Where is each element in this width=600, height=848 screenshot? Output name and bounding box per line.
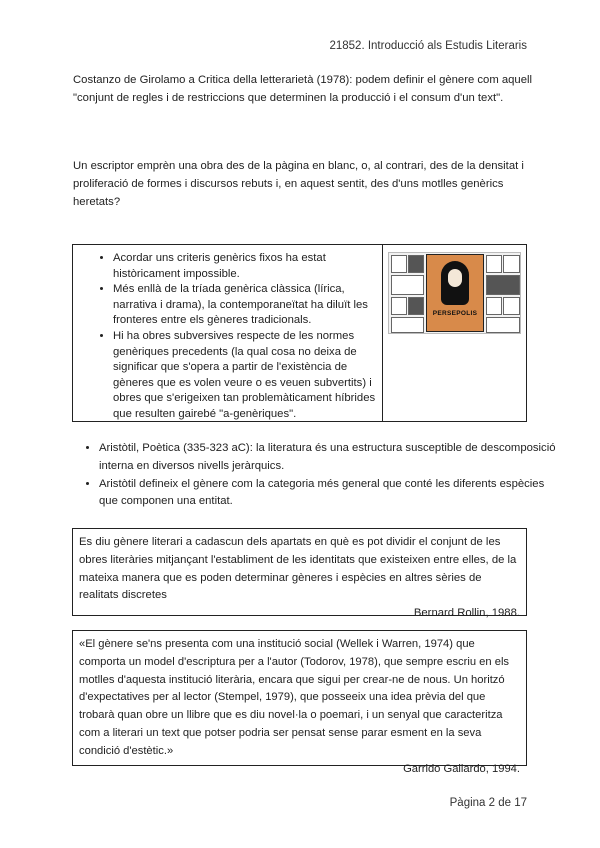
list-item: • Hi ha obres subversives respecte de les normes genèriques precedents (la qual cosa no deixa de significar que s'opera a partir de l'existència de gèneres que es volen veure o es veuen subvertits) i obres que s'erigeixen tan problemàticament híbrides que resulten gairebé "a-genèriques". [113,329,376,423]
list-item: • Aristòtil defineix el gènere com la categoria més general que conté les diferents espècies que componen una entitat. [99,476,559,512]
paragraph-question: Un escriptor emprèn una obra des de la pàgina en blanc, o, al contrari, des de la densitat i proliferació de formes i discursos rebuts i, en aquest sentit, des d'uns motlles genèrics heretats? [73,160,524,208]
table-bullets-cell [73,245,383,421]
quote-text: Es diu gènere literari a cadascun dels apartats en què es pot dividir el conjunt de les obres literàries mitjançant l'establiment de les identitats que existeixen entre elles, de la mateixa manera que es poden determinar gèneres i espècies en altres sèries de realitats discretes [79,536,517,602]
quote-attribution: Bernard Rollin, 1988. [413,607,520,620]
comic-panel [391,317,424,333]
aristotle-bullet-list [73,440,559,511]
book-cover [426,254,484,332]
quote-attribution: Garrido Gallardo, 1994. [403,762,520,775]
comic-panel [486,275,520,295]
quote-box-rollin [72,528,527,620]
list-item: • Aristòtil, Poètica (335-323 aC): la literatura és una estructura susceptible de descomposició interna en diversos nivells jeràrquics. [99,440,559,476]
quote-text: «El gènere se'ns presenta com una institució social (Wellek i Warren, 1974) que comporta un model d'escriptura per a l'autor (Todorov, 1978), que sempre escriu en els motlles d'aquesta institució literària, encara que sigui per crear-ne de nous. Un horitzó d'expectatives per al lector (Stempel, 1979), que posseeix una idea prèvia del que trobarà quan obre un llibre que es diu novel·la o poemari, i un senyal que caracteritza com a literari un text que potser podria ser pensat sense parar esment en la seva condició d'estètic.» [79,638,510,757]
persepolis-comic-image [388,252,521,334]
comic-panel [503,297,520,315]
comic-panel [486,255,502,273]
table-image-cell [383,245,526,421]
comic-panel [391,255,407,273]
list-item: • Més enllà de la tríada genèrica clàssica (lírica, narrativa i drama), la contemporaneïtat ha diluït les fronteres entre els gèneres tradicionals. [113,282,376,329]
cover-figure-face [448,269,462,287]
comic-panel [408,255,424,273]
comic-panel [486,317,520,333]
comic-panel [391,297,407,315]
table-bullet-list [73,251,376,423]
quote-box-garrido [72,630,527,775]
page-header: 21852. Introducció als Estudis Literaris [329,40,527,52]
comic-panel [391,275,424,295]
bullets-image-table [72,244,527,422]
page-number: Pàgina 2 de 17 [449,797,527,809]
cover-title: PERSEPOLIS [432,310,478,317]
comic-panel [486,297,502,315]
paragraph-definition: Costanzo de Girolamo a Critica della letterarietà (1978): podem definir el gènere com aquell "conjunt de regles i de restriccions que determinen la producció i el consum d'un text". [73,74,533,104]
comic-panel [503,255,520,273]
list-item: • Acordar uns criteris genèrics fixos ha estat històricament impossible. [113,251,376,282]
comic-panel [408,297,424,315]
